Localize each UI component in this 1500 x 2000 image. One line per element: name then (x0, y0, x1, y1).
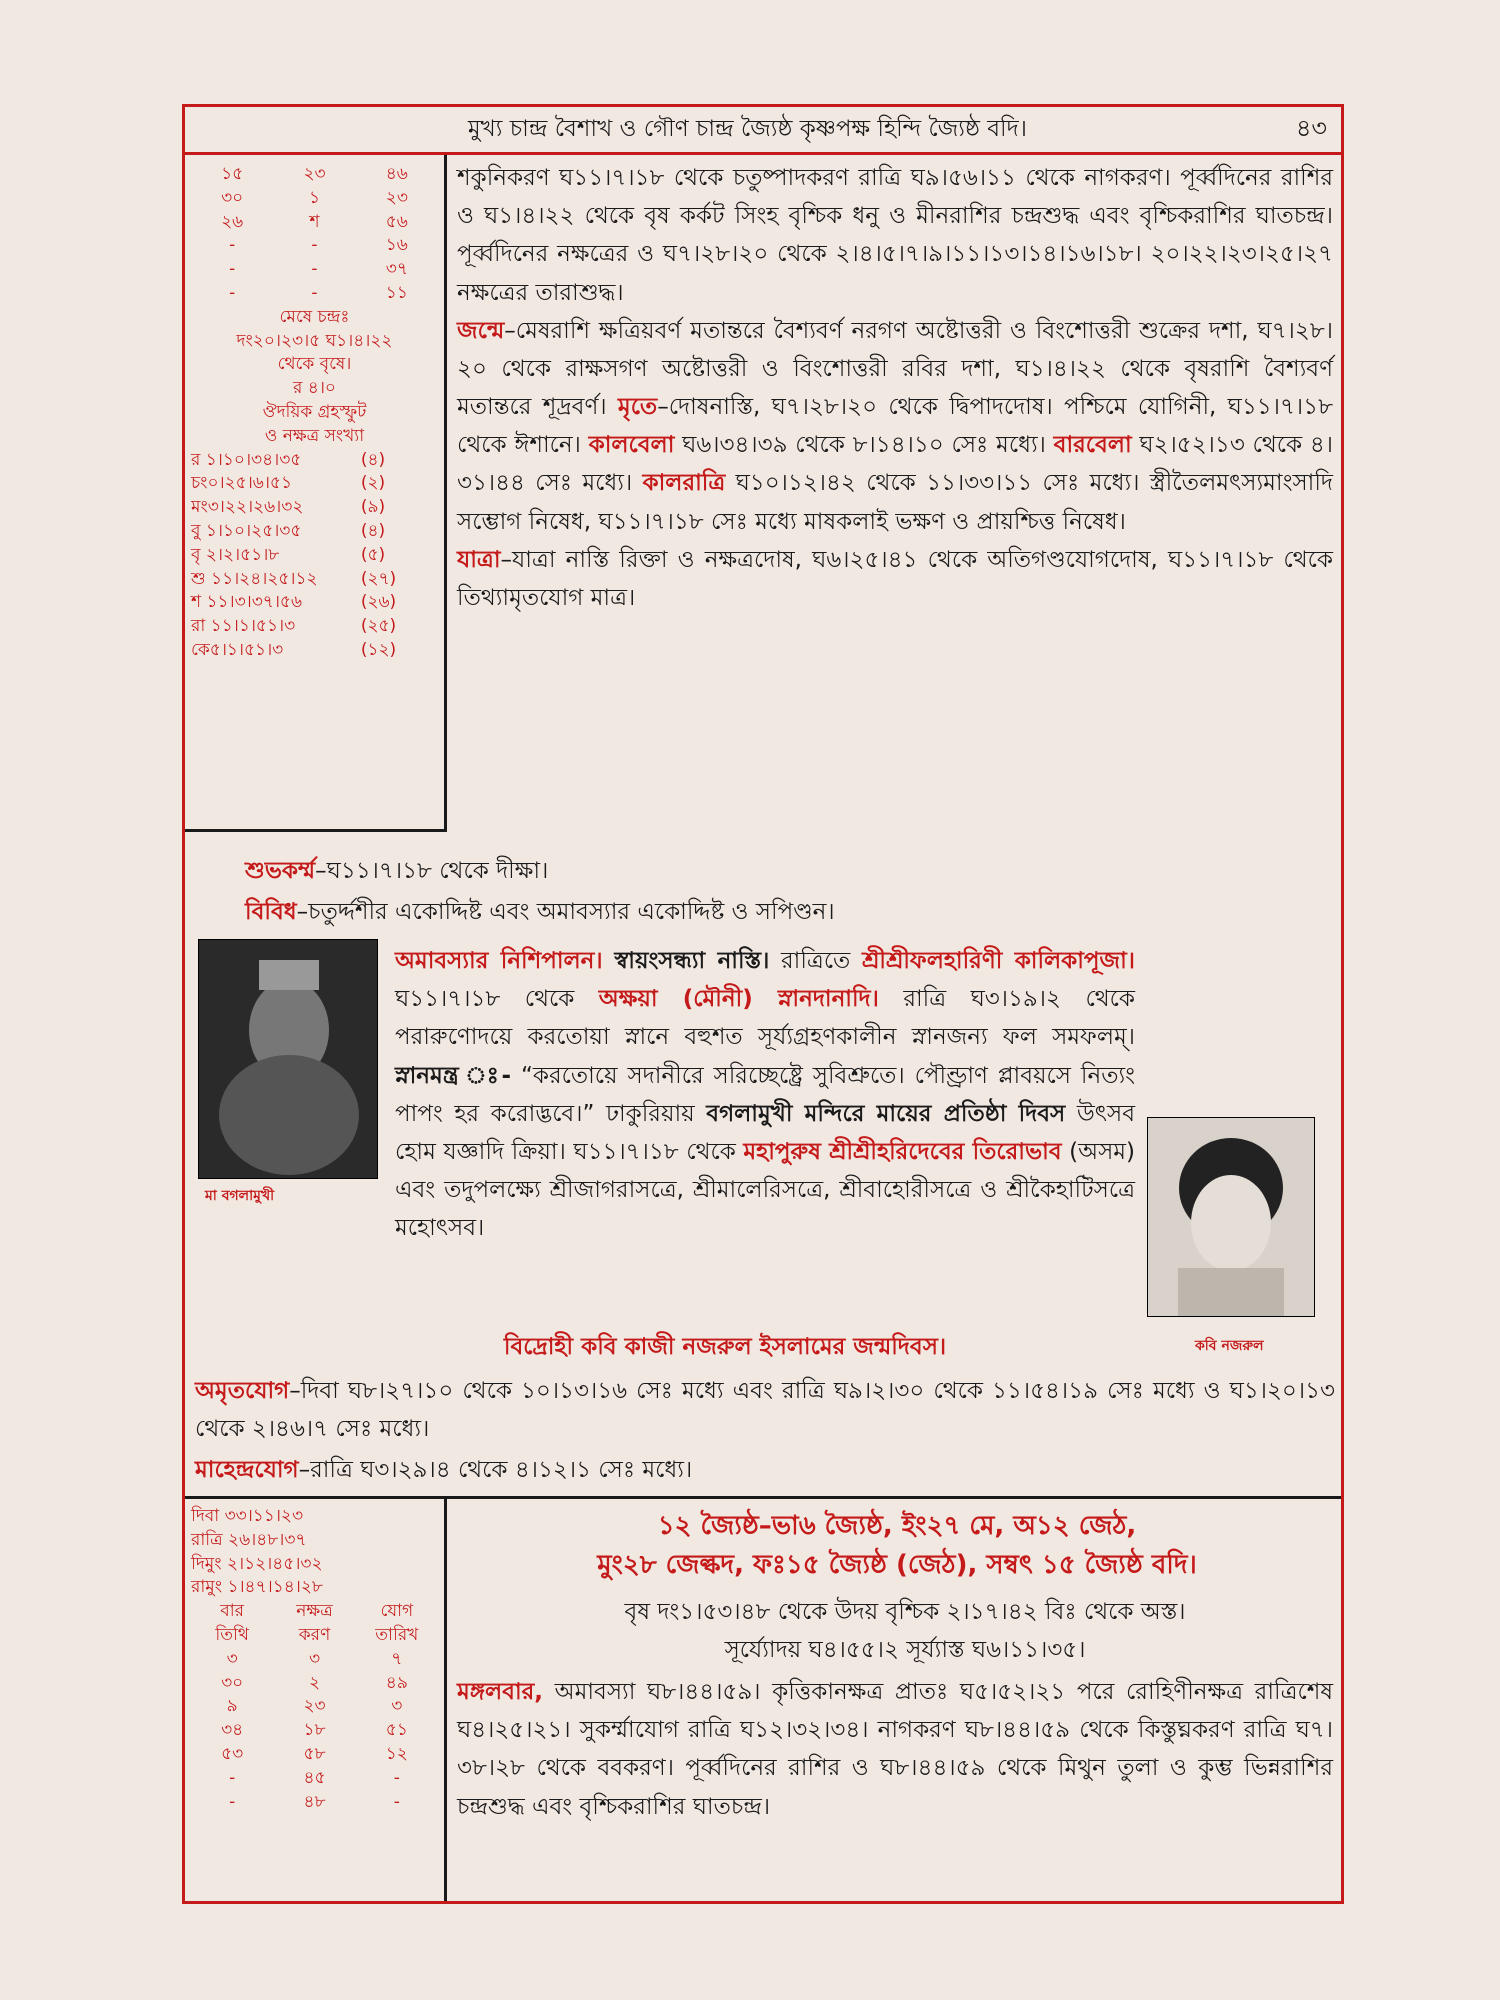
day-line-1: বৃষ দং১।৫৩।৪৮ থেকে উদয় বৃশ্চিক ২।১৭।৪২ বিঃ থেকে অস্ত। (624, 1599, 1186, 1625)
side-row: - - ১১ (229, 282, 408, 303)
side-line: থেকে বৃষে। (277, 354, 352, 375)
page-frame (182, 104, 1344, 1904)
paragraph-mahendrayoga: মাহেন্দ্রযোগ–রাত্রি ঘ৩।২৯।৪ থেকে ৪।১২।১ সেঃ মধ্যে। (195, 1457, 693, 1483)
paragraph-tithi: শকুনিকরণ ঘ১১।৭।১৮ থেকে চতুষ্পাদকরণ রাত্রি ঘ৯।৫৬।১১ থেকে নাগকরণ। পূর্ব্বদিনের রাশির ও ঘ১।৪।২২ থেকে বৃষ কর্কট সিংহ বৃশ্চিক ধনু ও মীনরাশির চন্দ্রশুদ্ধ এবং বৃশ্চিকরাশির ঘাতচন্দ্র। পূর্ব্বদিনের নক্ষত্রের ও ঘ৭।২৮।২০ থেকে ২।৪।৫।৭।৯।১১।১৩।১৪।১৬।১৮। ২০।২২।২৩।২৫।২৭ নক্ষত্রের তারাশুদ্ধ। (457, 165, 1333, 306)
day-title-2: মুং২৮ জেল্কদ, ফঃ১৫ জ্যৈষ্ঠ (জেঠ), সম্বৎ ১৫ জ্যৈষ্ঠ বদি। (597, 1550, 1197, 1580)
side2-row: - ৪৮ - (229, 1791, 400, 1812)
side2-line: রামুং ১।৪৭।১৪।২৮ (191, 1577, 323, 1598)
side2-line: রাত্রি ২৬।৪৮।৩৭ (191, 1529, 307, 1550)
planet-row: কে৫।১।৫১।৩ (১২) (191, 639, 397, 660)
page-header (185, 107, 1341, 155)
day-heading (447, 1507, 1347, 1585)
paragraph-nazrul: বিদ্রোহী কবি কাজী নজরুল ইসলামের জন্মদিবস। (503, 1334, 947, 1360)
side-panel-top (185, 155, 447, 832)
header-title: মুখ্য চান্দ্র বৈশাখ ও গৌণ চান্দ্র জ্যৈষ্ঠ কৃষ্ণপক্ষ হিন্দি জ্যৈষ্ঠ বদি। (467, 116, 1027, 142)
portrait-image (1148, 1118, 1314, 1316)
side2-head: বার নক্ষত্র যোগ (220, 1601, 414, 1622)
side2-row: ৯ ২৩ ৩ (226, 1696, 403, 1717)
side-line: ঔদয়িক গ্রহস্ফুট (262, 401, 367, 422)
side2-head: তিথি করণ তারিখ (215, 1624, 419, 1645)
photo-nazrul (1147, 1117, 1315, 1317)
day-body: মঙ্গলবার, অমাবস্যা ঘ৮।৪৪।৫৯। কৃত্তিকানক্ষত্র প্রাতঃ ঘ৫।৫২।২১ পরে রোহিণীনক্ষত্র রাত্রিশেষ ঘ৪।২৫।২১। সুকর্ম্মাযোগ রাত্রি ঘ১২।৩২।৩৪। নাগকরণ ঘ৮।৪৪।৫৯ থেকে কিস্তুঘ্নকরণ রাত্রি ঘ৭।৩৮।২৮ থেকে ববকরণ। পূর্ব্বদিনের রাশির ও ঘ৮।৪৪।৫৯ থেকে মিথুন তুলা ও কুম্ভ ভিন্নরাশির চন্দ্রশুদ্ধ এবং বৃশ্চিকরাশির ঘাতচন্দ্র। (457, 1679, 1334, 1820)
planet-row: শু ১১।২৪।২৫।১২ (২৭) (191, 568, 397, 589)
side2-row: - ৪৫ - (229, 1767, 400, 1788)
page-number: ৪৩ (1295, 113, 1327, 142)
side-line: মেষে চন্দ্রঃ (279, 306, 350, 327)
side-row: - - ৩৭ (229, 259, 408, 280)
photo-bagalamukhi (198, 939, 378, 1179)
day-title-1: ১২ জ্যৈষ্ঠ–ভা৬ জ্যৈষ্ঠ, ইং২৭ মে, অ১২ জেঠ, (657, 1511, 1137, 1541)
side2-line: দিবা ৩৩।১১।২৩ (191, 1506, 304, 1526)
planet-row: বু ১।১০।২৫।৩৫ (৪) (191, 520, 386, 541)
day-lines (475, 1593, 1335, 1669)
side-row: ৩০ ১ ২৩ (221, 187, 408, 208)
paragraph-jatra: যাত্রা–যাত্রা নাস্তি রিক্তা ও নক্ষত্রদোষ, ঘ৬।২৫।৪১ থেকে অতিগণ্ডযোগদোষ, ঘ১১।৭।১৮ থেকে তিথ্যামৃতযোগ মাত্র। (457, 546, 1333, 611)
side2-row: ৩৪ ১৮ ৫১ (221, 1720, 408, 1741)
caption-right: কবি নজরুল (1195, 1338, 1264, 1354)
side-panel-bottom (185, 1499, 447, 1901)
side2-row: ৫৩ ৫৮ ১২ (221, 1743, 408, 1764)
paragraph-janme: জন্মে–মেষরাশি ক্ষত্রিয়বর্ণ মতান্তরে বৈশ্যবর্ণ নরগণ অষ্টোত্তরী ও বিংশোত্তরী শুক্রের দশা, ঘ৭।২৮।২০ থেকে রাক্ষসগণ অষ্টোত্তরী ও বিংশোত্তরী রবির দশা, ঘ১।৪।২২ থেকে বৃষরাশি বৈশ্যবর্ণ মতান্তরে শূদ্রবর্ণ। মৃতে–দোষনাস্তি, ঘ৭।২৮।২০ থেকে দ্বিপাদদোষ। পশ্চিমে যোগিনী, ঘ১১।৭।১৮ থেকে ঈশানে। কালবেলা ঘ৬।৩৪।৩৯ থেকে ৮।১৪।১০ সেঃ মধ্যে। বারবেলা ঘ২।৫২।১৩ থেকে ৪।৩১।৪৪ সেঃ মধ্যে। কালরাত্রি ঘ১০।১২।৪২ থেকে ১১।৩৩।১১ সেঃ মধ্যে। স্ত্রীতৈলমৎস্যমাংসাদি সম্ভোগ নিষেধ, ঘ১১।৭।১৮ সেঃ মধ্যে মাষকলাই ভক্ষণ ও প্রায়শ্চিত্ত নিষেধ। (457, 317, 1334, 535)
paragraph-shubhakarma: শুভকর্ম্ম–ঘ১১।৭।১৮ থেকে দীক্ষা। (245, 858, 549, 884)
side2-row: ৩০ ২ ৪৯ (221, 1672, 408, 1693)
planet-row: চং০।২৫।৬।৫১ (২) (191, 473, 386, 494)
side-row: ১৫ ২৩ ৪৬ (221, 164, 408, 184)
planet-row: বৃ ২।২।৫১।৮ (৫) (191, 544, 386, 565)
side-row: - - ১৬ (229, 235, 408, 256)
caption-left: মা বগলামুখী (205, 1188, 275, 1204)
side-line: দং২০।২৩।৫ ঘ১।৪।২২ (236, 330, 393, 351)
side-line: ও নক্ষত্র সংখ্যা (264, 425, 365, 446)
side2-row: ৩ ৩ ৭ (226, 1648, 403, 1669)
planet-row: মং৩।২২।২৬।৩২ (৯) (191, 497, 386, 518)
side-line: র ৪।০ (293, 378, 336, 399)
planet-row: রা ১১।১।৫১।৩ (২৫) (191, 616, 397, 637)
upper-text-block (457, 159, 1333, 617)
planet-row: শ ১১।৩।৩৭।৫৬ (২৬) (191, 592, 397, 613)
deity-image (199, 940, 377, 1178)
paragraph-amritayoga: অমৃতযোগ–দিবা ঘ৮।২৭।১০ থেকে ১০।১৩।১৬ সেঃ মধ্যে এবং রাত্রি ঘ৯।২।৩০ থেকে ১১।৫৪।১৯ সেঃ মধ্যে ও ঘ১।২০।১৩ থেকে ২।৪৬।৭ সেঃ মধ্যে। (195, 1378, 1335, 1443)
day-line-2: সূর্য্যোদয় ঘ৪।৫৫।২ সূর্য্যাস্ত ঘ৬।১১।৩৫। (724, 1637, 1086, 1664)
side-row: ২৬ শ ৫৬ (221, 211, 408, 232)
paragraph-bibidh: বিবিধ–চতুর্দ্দশীর একোদ্দিষ্ট এবং অমাবস্যার একোদ্দিষ্ট ও সপিণ্ডন। (245, 899, 835, 925)
side2-line: দিমুং ২।১২।৪৫।৩২ (191, 1553, 323, 1574)
paragraph-amavasya: অমাবস্যার নিশিপালন। স্বায়ংসন্ধ্যা নাস্তি। রাত্রিতে শ্রীশ্রীফলহারিণী কালিকাপূজা। ঘ১১।৭।১৮ থেকে অক্ষয়া (মৌনী) স্নানদানাদি। রাত্রি ঘ৩।১৯।২ থেকে পরারুণোদয়ে করতোয়া স্নানে বহুশত সূর্য্যগ্রহণকালীন স্নানজন্য ফল সমফলম্। স্নানমন্ত্র ঃ- “করতোয়ে সদানীরে সরিচ্ছেষ্ট্রে সুবিশ্রুতে। পৌণ্ড্রাণ প্লাবয়সে নিত্যং পাপং হর করোদ্ভবে।” ঢাকুরিয়ায় বগলামুখী মন্দিরে মায়ের প্রতিষ্ঠা দিবস উৎসব হোম যজ্ঞাদি ক্রিয়া। ঘ১১।৭।১৮ থেকে মহাপুরুষ শ্রীশ্রীহরিদেবের তিরোভাব (অসম) এবং তদুপলক্ষ্যে শ্রীজাগরাসত্রে, শ্রীমালেরিসত্রে, শ্রীবাহোরীসত্রে ও শ্রীকৈহাটিসত্রে মহোৎসব। (395, 948, 1136, 1242)
planet-row: র ১।১০।৩৪।৩৫ (৪) (191, 449, 386, 470)
